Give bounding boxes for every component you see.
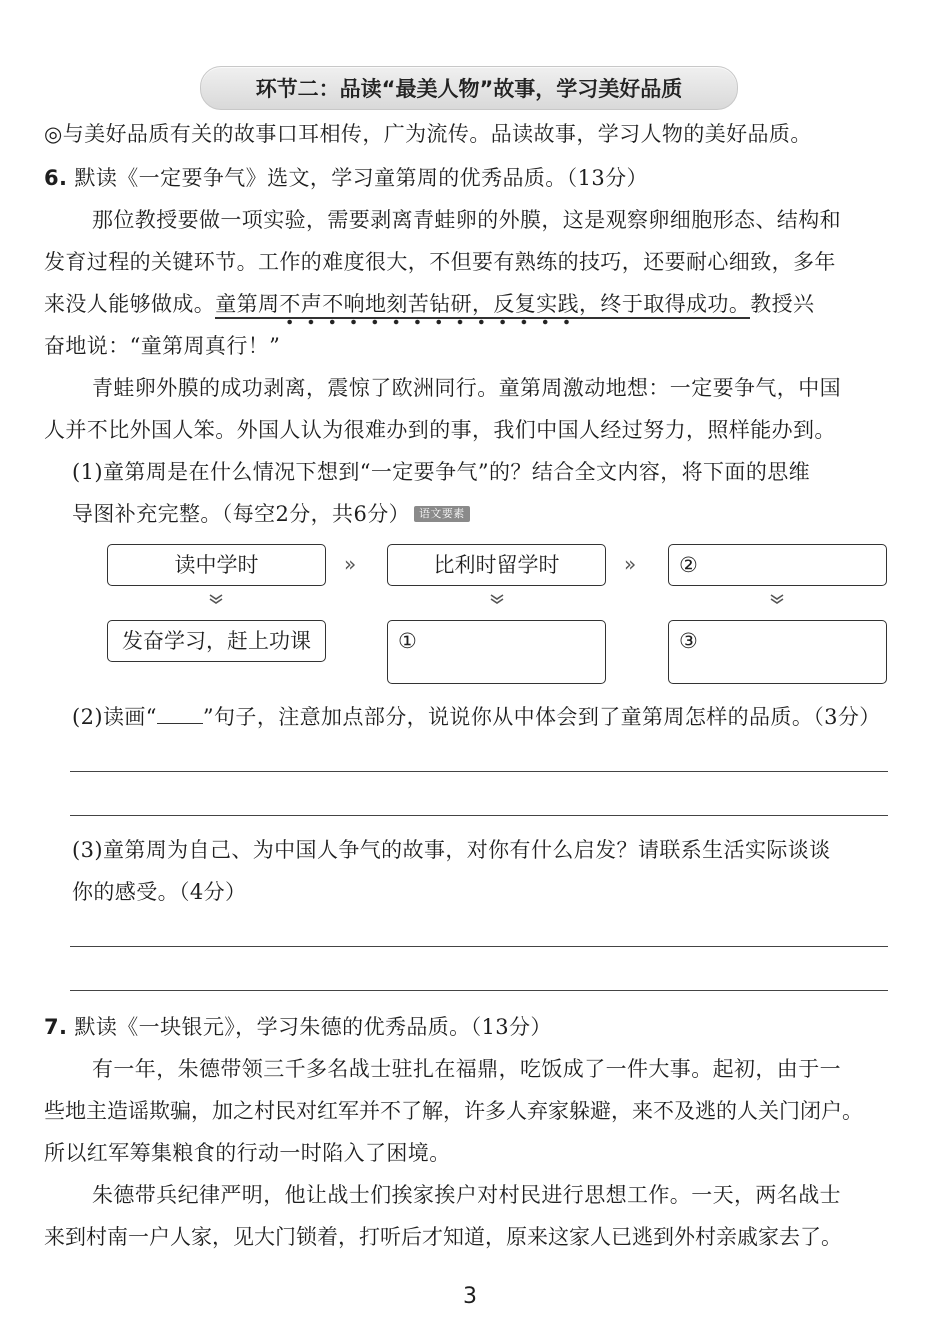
q6-number: 6. bbox=[44, 166, 68, 190]
blank-label: ③ bbox=[679, 629, 698, 653]
q7-passage-line: 有一年，朱德带领三千多名战士驻扎在福鼎，吃饭成了一件大事。起初，由于一 bbox=[92, 1057, 841, 1081]
q6-passage-line: 奋地说：“童第周真行！” bbox=[44, 334, 281, 358]
double-chevron-right-icon: » bbox=[344, 552, 357, 576]
q6-passage-text: 教授兴 bbox=[750, 292, 815, 316]
q6-passage-line bbox=[44, 290, 814, 318]
answer-line[interactable] bbox=[70, 946, 888, 947]
section-intro: ◎与美好品质有关的故事口耳相传，广为流传。品读故事，学习人物的美好品质。 bbox=[44, 122, 812, 146]
q7-passage-line: 朱德带兵纪律严明，他让战士们挨家挨户对村民进行思想工作。一天，两名战士 bbox=[92, 1183, 841, 1207]
page-number: 3 bbox=[463, 1284, 477, 1309]
q7-number: 7. bbox=[44, 1015, 68, 1039]
underlined-sentence bbox=[215, 292, 750, 319]
q6-sub2-text: (2)读画“ bbox=[72, 705, 157, 729]
q7-prompt bbox=[44, 1013, 552, 1041]
q6-sub1-line bbox=[72, 500, 470, 528]
q6-sub2-line bbox=[72, 703, 881, 731]
q6-prompt-text: 默读《一定要争气》选文，学习童第周的优秀品质。（13分） bbox=[74, 166, 648, 190]
q6-prompt bbox=[44, 164, 648, 192]
q7-passage-line: 所以红军筹集粮食的行动一时陷入了困境。 bbox=[44, 1141, 451, 1165]
underlined-part: 童第周 bbox=[215, 292, 280, 316]
section-banner: 环节二：品读“最美人物”故事，学习美好品质 bbox=[200, 66, 738, 110]
q6-sub3-line: (3)童第周为自己、为中国人争气的故事，对你有什么启发？请联系生活实际谈谈 bbox=[72, 838, 831, 862]
chevron-down-icon bbox=[490, 594, 504, 604]
mindmap-box-middle-school: 读中学时 bbox=[107, 544, 326, 586]
q6-passage-line: 发育过程的关键环节。工作的难度很大，不但要有熟练的技巧，还要耐心细致，多年 bbox=[44, 250, 836, 274]
blank-label: ① bbox=[398, 629, 417, 653]
dotted-emphasis: 不声不响地刻苦钻研，反复实践 bbox=[279, 292, 579, 326]
q6-passage-text: 来没人能够做成。 bbox=[44, 292, 216, 316]
q6-sub1-text: 导图补充完整。（每空2分，共6分） bbox=[72, 502, 411, 526]
q6-sub2-text: ”句子，注意加点部分，说说你从中体会到了童第周怎样的品质。（3分） bbox=[202, 705, 881, 729]
q6-sub3-line: 你的感受。（4分） bbox=[72, 880, 247, 904]
q7-prompt-text: 默读《一块银元》，学习朱德的优秀品质。（13分） bbox=[74, 1015, 552, 1039]
mindmap-box-study-hard: 发奋学习，赶上功课 bbox=[107, 620, 326, 662]
underline-symbol bbox=[157, 723, 203, 724]
mindmap-blank-2[interactable] bbox=[668, 544, 887, 586]
chevron-down-icon bbox=[770, 594, 784, 604]
blank-label: ② bbox=[679, 553, 698, 577]
mindmap-blank-1[interactable] bbox=[387, 620, 606, 684]
q6-sub1-line: (1)童第周是在什么情况下想到“一定要争气”的？结合全文内容，将下面的思维 bbox=[72, 460, 811, 484]
q6-passage-line: 人并不比外国人笨。外国人认为很难办到的事，我们中国人经过努力，照样能办到。 bbox=[44, 418, 836, 442]
q6-passage-line: 青蛙卵外膜的成功剥离，震惊了欧洲同行。童第周激动地想：一定要争气，中国 bbox=[92, 376, 841, 400]
answer-line[interactable] bbox=[70, 815, 888, 816]
underlined-part: ，终于取得成功。 bbox=[579, 292, 751, 316]
mindmap-box-belgium: 比利时留学时 bbox=[387, 544, 606, 586]
mindmap-blank-3[interactable] bbox=[668, 620, 887, 684]
q7-passage-line: 些地主造谣欺骗，加之村民对红军并不了解，许多人弃家躲避，来不及逃的人关门闭户。 bbox=[44, 1099, 863, 1123]
language-element-tag: 语文要素 bbox=[414, 506, 470, 522]
q6-passage-line: 那位教授要做一项实验，需要剥离青蛙卵的外膜，这是观察卵细胞形态、结构和 bbox=[92, 208, 841, 232]
q7-passage-line: 来到村南一户人家，见大门锁着，打听后才知道，原来这家人已逃到外村亲戚家去了。 bbox=[44, 1225, 842, 1249]
chevron-down-icon bbox=[209, 594, 223, 604]
double-chevron-right-icon: » bbox=[624, 552, 637, 576]
answer-line[interactable] bbox=[70, 990, 888, 991]
answer-line[interactable] bbox=[70, 771, 888, 772]
